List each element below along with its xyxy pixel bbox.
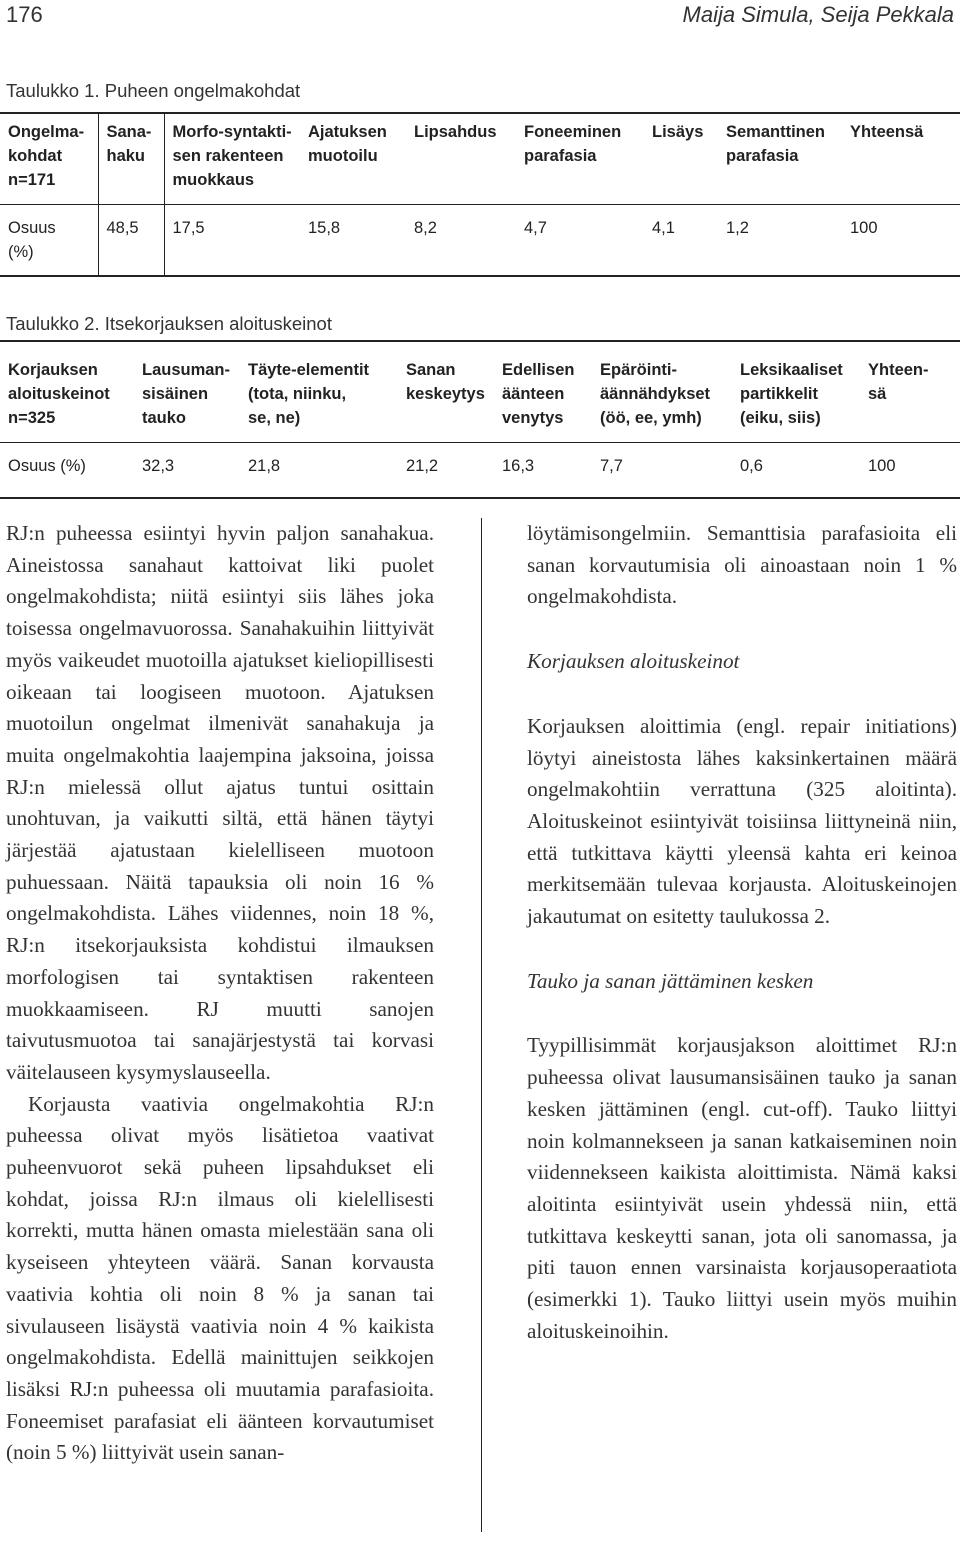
table2-value-cell: 7,7	[600, 457, 623, 475]
running-header	[0, 0, 960, 34]
table1-header-cell: Sana- haku	[98, 113, 164, 205]
table1-value-cell: 17,5	[164, 205, 300, 277]
table2	[0, 340, 960, 499]
running-head-authors: Maija Simula, Seija Pekkala	[682, 2, 954, 27]
table2-value-cell: 100	[868, 457, 896, 475]
body-paragraph: RJ:n puheessa esiintyi hyvin paljon sanahakua. Aineistossa sanahaut kattoivat liki puolet ongelmakohdista; niitä esiintyi siis lähes joka toisessa ongelmavuorossa. Sanahakuihin liittyivät myös vaikeudet muotoilla ajatukset kieliopillisesti oikeaan tai loogiseen muotoon. Ajatuksen muotoilun ongelmat ilmenivät sanahakuja ja muita ongelmakohtia laajempina jaksoina, joissa RJ:n mielessä ollut ajatus tuntui osittain unohtuvan, ja vaikutti siltä, että hänen täytyi järjestää ajatustaan kielelliseen muotoon puhuessaan. Näitä tapauksia oli noin 16 % ongelmakohdista. Lähes viidennes, noin 18 %, RJ:n itsekorjauksista kohdistui ilmauksen morfologisen tai syntaktisen rakenteen muokkaamiseen. RJ muutti sanojen taivutusmuotoa tai sanajärjestystä tai korvasi väitelauseen kysymyslauseella.	[6, 521, 434, 1084]
table1-header-cell: Ajatuksen muotoilu	[300, 113, 406, 205]
table1-value-cell: 15,8	[308, 219, 341, 237]
table1-header-cell: Lisäys	[644, 113, 718, 205]
section-heading: Tauko ja sanan jättäminen kesken	[527, 968, 814, 993]
table2-header-cell: Epäröinti- äännähdykset (öö, ee, ymh)	[592, 341, 732, 443]
table1-header-cell: Semanttinen parafasia	[718, 113, 842, 205]
table2-header-row	[0, 341, 960, 443]
table2-header-cell: Täyte-elementit (tota, niinku, se, ne)	[240, 341, 398, 443]
body-column-right	[527, 518, 957, 1347]
table1-header-cell: Lipsahdus	[406, 113, 516, 205]
table1-row-label: Osuus (%)	[8, 219, 56, 261]
table2-header-cell: Edellisen äänteen venytys	[494, 341, 592, 443]
section-heading: Korjauksen aloituskeinot	[527, 649, 740, 674]
table2-header-cell: Leksikaaliset partikkelit (eiku, siis)	[732, 341, 860, 443]
table1	[0, 112, 960, 277]
table1-value-cell: 1,2	[726, 219, 749, 237]
table2-row-label: Osuus (%)	[8, 457, 86, 475]
table2-header-cell: Sanan keskeytys	[398, 341, 494, 443]
table1-header-cell: Ongelma- kohdat n=171	[0, 113, 98, 205]
table1-value-cell: 48,5	[98, 205, 164, 277]
table1-value-cell: 4,1	[652, 219, 675, 237]
page-number: 176	[6, 2, 43, 27]
table2-value-cell: 21,2	[406, 457, 439, 475]
body-column-left	[6, 518, 434, 1469]
body-paragraph: löytämisongelmiin. Semanttisia parafasioita eli sanan korvautumisia oli ainoastaan noin 1 % ongelmakohdista.	[527, 521, 957, 609]
column-divider	[481, 518, 482, 1532]
table2-header-cell: Korjauksen aloituskeinot n=325	[0, 341, 134, 443]
table2-value-cell: 16,3	[502, 457, 535, 475]
body-paragraph: Tyypillisimmät korjausjakson aloittimet RJ:n puheessa olivat lausumansisäinen tauko ja sanan kesken jättäminen (engl. cut-off). Tauko liittyi noin kolmannekseen ja sanan katkaiseminen noin viidennekseen kaikista aloittimista. Nämä kaksi aloitinta esiintyivät usein yhdessä niin, että tutkittava keskeytti sanan, jota oli sanomassa, ja piti tauon ennen varsinaista korjausoperaatiota (esimerkki 1). Tauko liittyi usein myös muihin aloituskeinoihin.	[527, 1033, 957, 1343]
table2-value-cell: 0,6	[740, 457, 763, 475]
table1-caption: Taulukko 1. Puheen ongelmakohdat	[6, 80, 301, 101]
table2-caption: Taulukko 2. Itsekorjauksen aloituskeinot	[6, 313, 332, 334]
body-paragraph: Korjauksen aloittimia (engl. repair initiations) löytyi aineistosta lähes kaksinkertainen määrä ongelmakohtiin verrattuna (325 aloitinta). Aloituskeinot esiintyivät toisiinsa liittyneinä niin, että tutkittava käytti yleensä kahta eri keinoa merkitsemään tulevaa korjausta. Aloituskeinojen jakautumat on esitetty taulukossa 2.	[527, 713, 957, 929]
table1-value-cell: 100	[850, 219, 878, 237]
table1-value-cell: 8,2	[414, 219, 437, 237]
table1-header-cell: Yhteensä	[842, 113, 960, 205]
table1-header-cell: Foneeminen parafasia	[516, 113, 644, 205]
table1-header-cell: Morfo-syntakti- sen rakenteen muokkaus	[164, 113, 300, 205]
table2-header-cell: Lausuman- sisäinen tauko	[134, 341, 240, 443]
body-paragraph: Korjausta vaativia ongelmakohtia RJ:n puheessa olivat myös lisätietoa vaativat puheenvuorot sekä puheen lipsahdukset eli kohdat, joissa RJ:n ilmaus oli kielellisesti korrekti, mutta hänen omasta mielestään sana oli kyseiseen yhteyteen väärä. Sanan korvausta vaativia kohtia oli noin 8 % ja sanan tai sivulauseen lisäystä vaativia noin 4 % kaikista ongelmakohdista. Edellä mainittujen seikkojen lisäksi RJ:n puheessa oli muutamia parafasioita. Foneemiset parafasiat eli äänteen korvautumiset (noin 5 %) liittyivät usein sanan-	[6, 1091, 434, 1465]
table2-value-cell: 32,3	[142, 457, 175, 475]
table2-value-row	[0, 443, 960, 499]
table2-header-cell: Yhteen- sä	[860, 341, 960, 443]
table1-header-row	[0, 113, 960, 205]
table2-value-cell: 21,8	[248, 457, 281, 475]
table1-value-cell: 4,7	[524, 219, 547, 237]
table1-value-row	[0, 205, 960, 277]
